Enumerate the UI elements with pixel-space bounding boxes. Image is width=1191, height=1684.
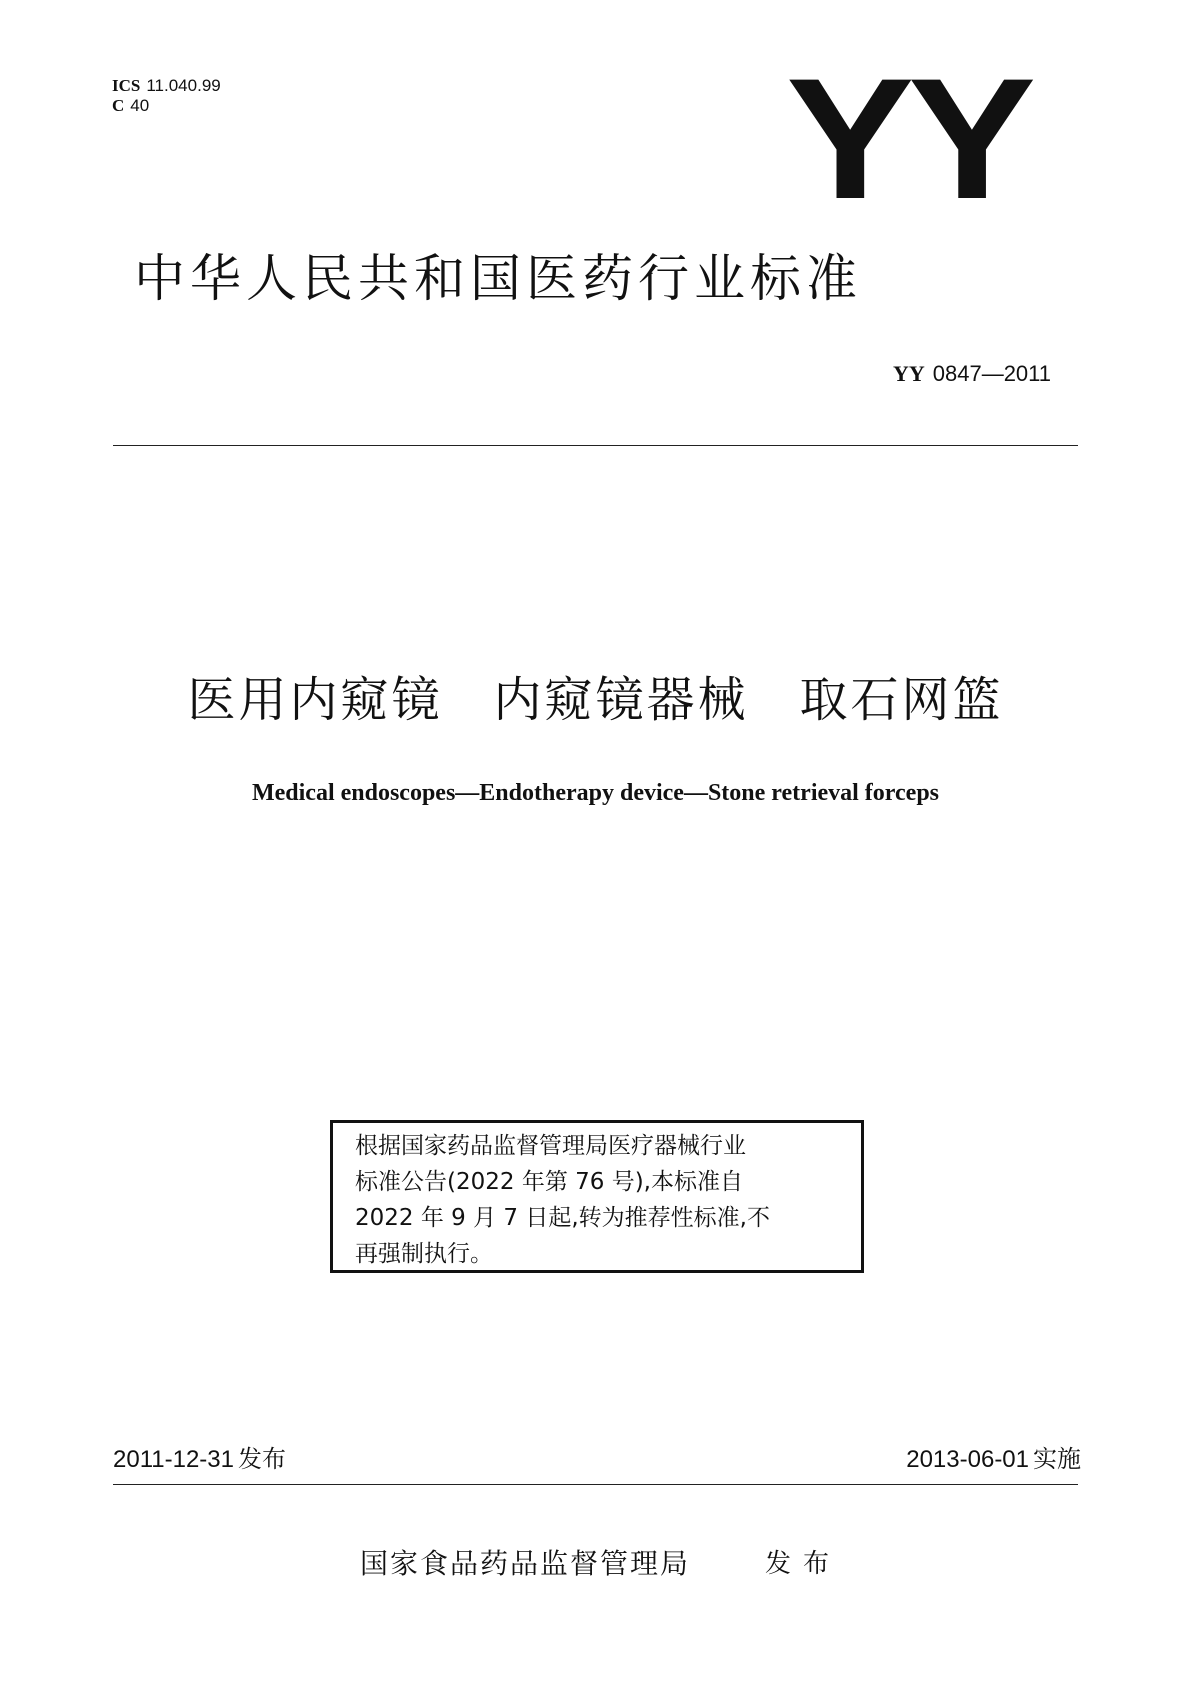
publisher-name: 国家食品药品监督管理局: [360, 1547, 691, 1580]
standard-number-prefix: YY: [892, 361, 925, 386]
notice-box: [330, 1120, 864, 1273]
implementation-date-label: 实施: [1033, 1445, 1081, 1473]
ccs-code: [112, 96, 221, 116]
bottom-divider: [113, 1484, 1078, 1485]
yy-logo: YY: [786, 43, 1030, 235]
ics-value: 11.040.99: [146, 76, 221, 95]
document-title-cn: 医用内窥镜 内窥镜器械 取石网篮: [187, 672, 1004, 728]
top-divider: [113, 445, 1078, 446]
ccs-label: C: [112, 96, 125, 115]
standard-number-value: 0847—2011: [932, 361, 1051, 386]
notice-line: 根据国家药品监督管理局医疗器械行业: [355, 1133, 746, 1159]
implementation-date: [906, 1444, 1081, 1475]
standard-number: [893, 360, 1051, 388]
classification-codes: [112, 76, 221, 116]
issue-date: [113, 1444, 286, 1475]
ccs-value: 40: [130, 96, 150, 115]
ics-code: [112, 76, 221, 96]
notice-line: 2022 年 9 月 7 日起,转为推荐性标准,不: [355, 1205, 770, 1231]
document-title-en: Medical endoscopes—Endotherapy device—Stone retrieval forceps: [251, 780, 940, 806]
notice-line: 再强制执行。: [355, 1241, 493, 1267]
implementation-date-value: 2013-06-01: [906, 1446, 1029, 1473]
issue-date-value: 2011-12-31: [113, 1446, 234, 1473]
issue-date-label: 发布: [237, 1445, 286, 1473]
standard-category-title: 中华人民共和国医药行业标准: [134, 250, 863, 309]
notice-line: 标准公告(2022 年第 76 号),本标准自: [355, 1169, 743, 1195]
ics-label: ICS: [112, 76, 141, 95]
publish-label: 发布: [765, 1549, 842, 1579]
